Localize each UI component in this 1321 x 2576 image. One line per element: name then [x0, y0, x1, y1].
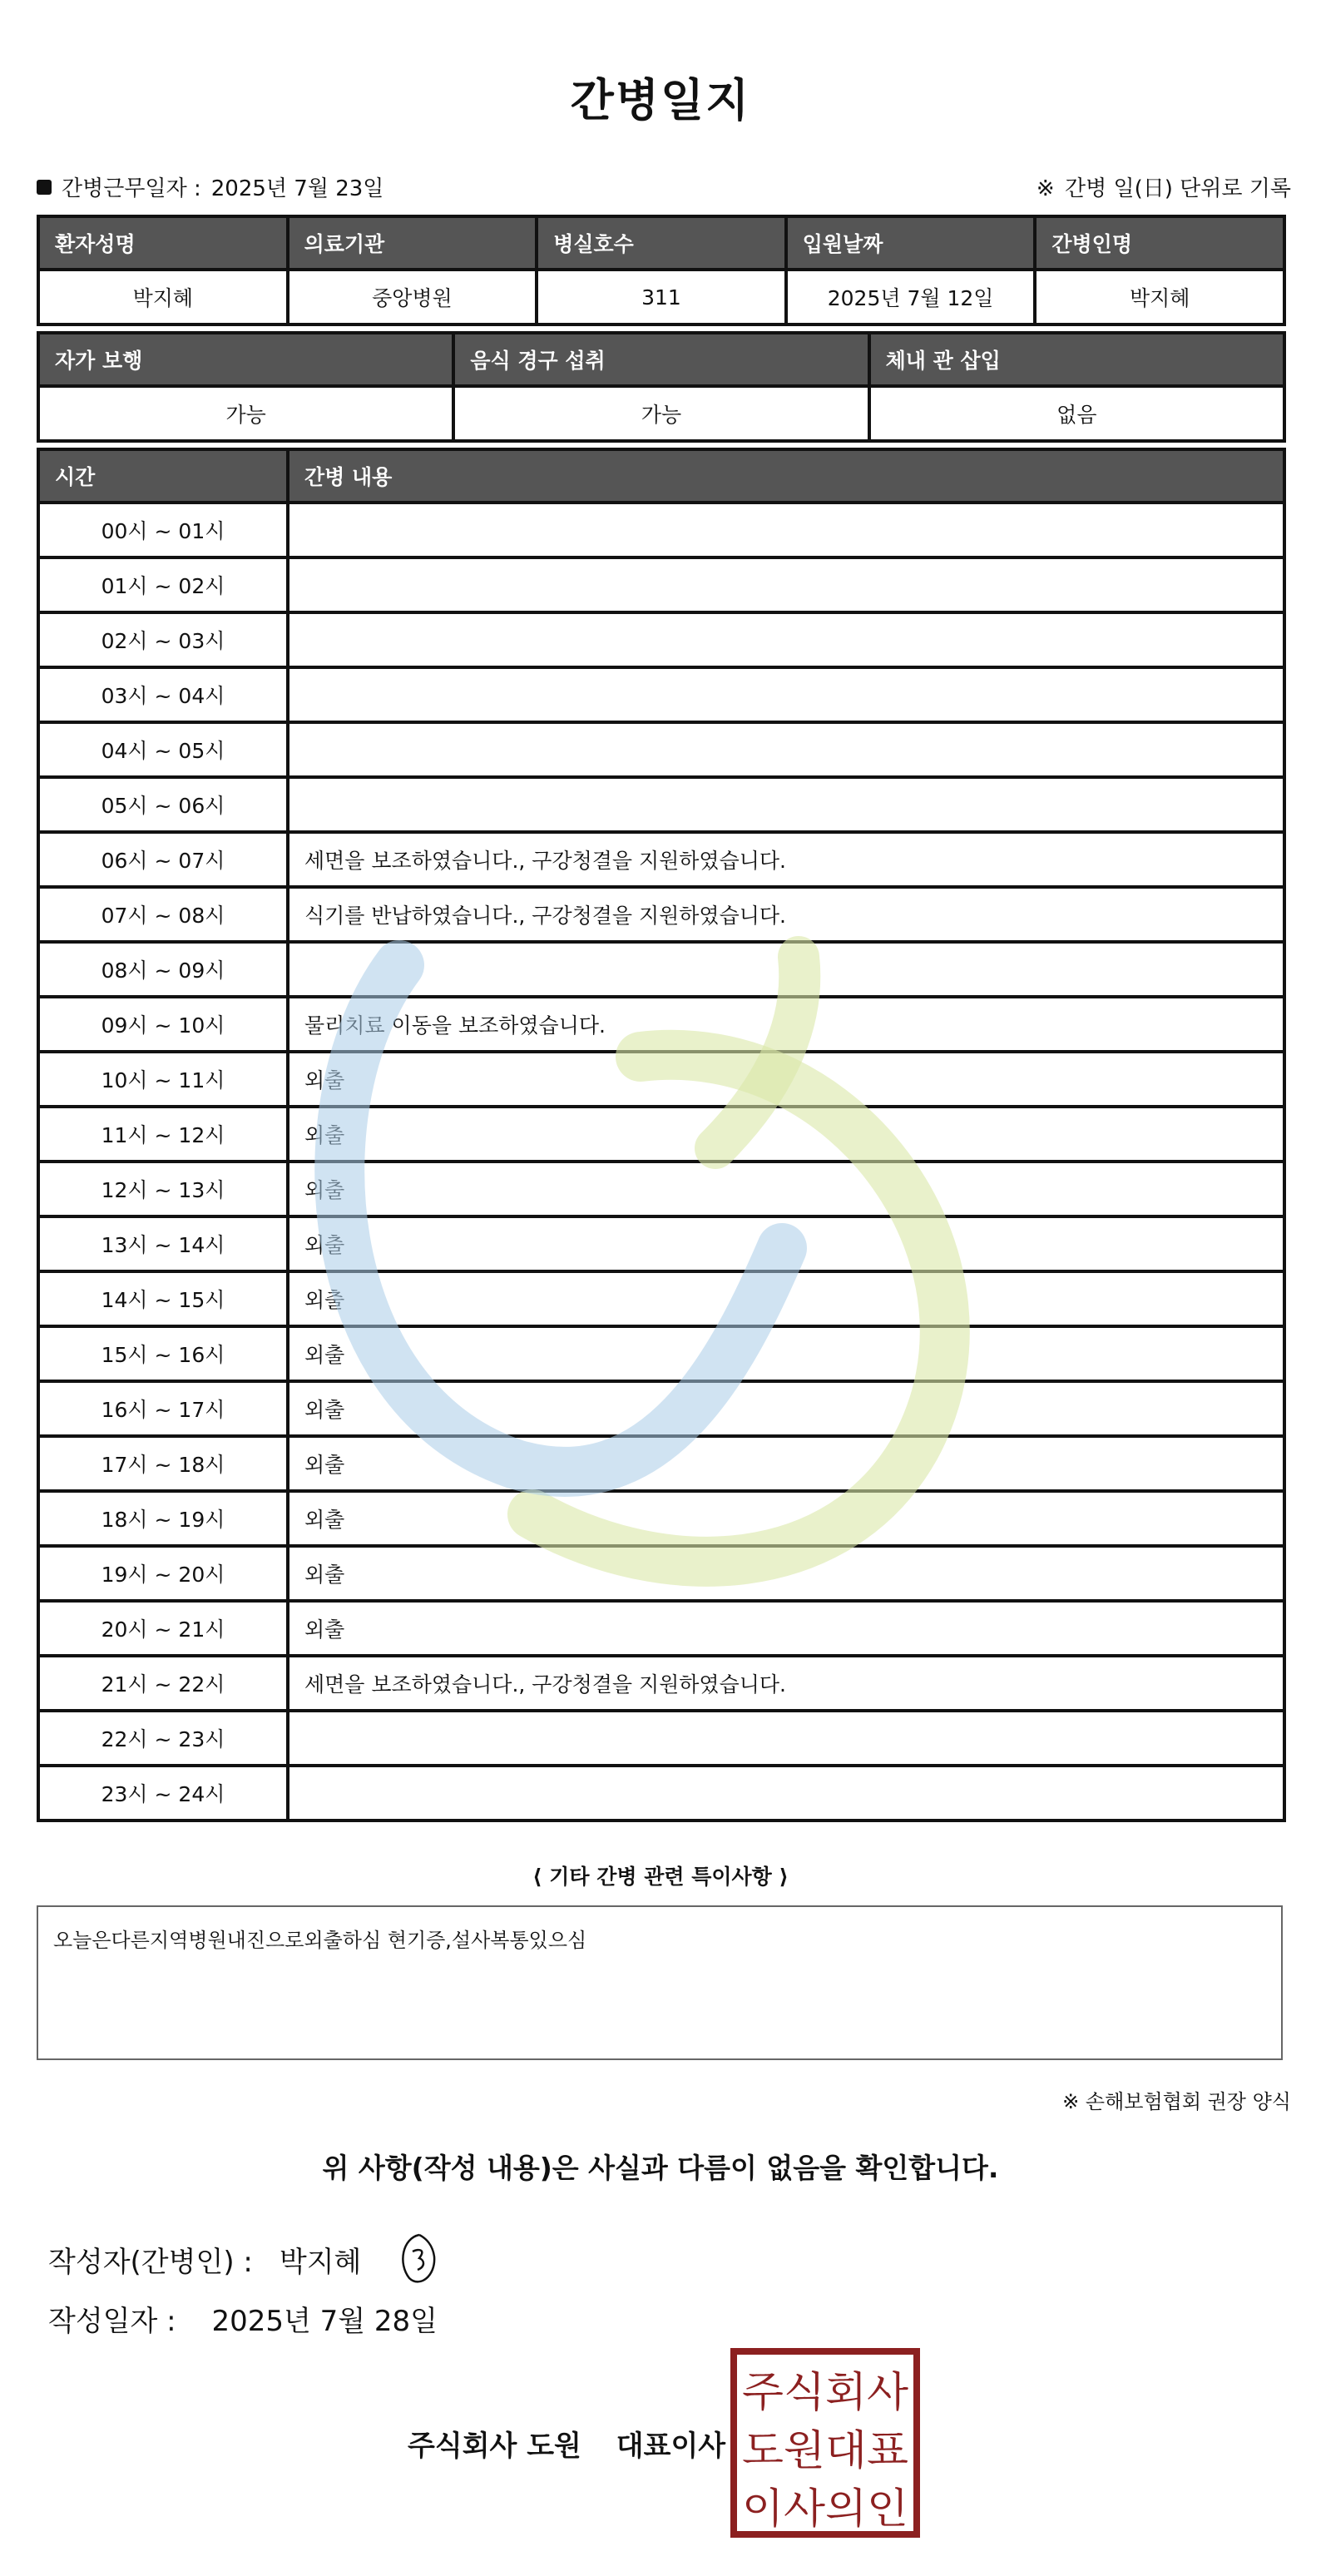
time-slot: 19시 ~ 20시 — [38, 1546, 288, 1601]
care-content: 외출 — [288, 1271, 1284, 1326]
care-content — [288, 612, 1284, 667]
time-slot: 22시 ~ 23시 — [38, 1711, 288, 1766]
header-oral-intake: 음식 경구 섭취 — [453, 333, 868, 386]
care-log-row — [38, 503, 1284, 557]
care-log-row — [38, 1162, 1284, 1216]
time-slot: 23시 ~ 24시 — [38, 1766, 288, 1821]
care-content: 외출 — [288, 1052, 1284, 1107]
time-slot: 13시 ~ 14시 — [38, 1216, 288, 1271]
header-hospital: 의료기관 — [288, 216, 537, 270]
time-slot: 04시 ~ 05시 — [38, 722, 288, 777]
patient-info-value-row — [38, 270, 1284, 324]
remarks-box — [37, 1905, 1283, 2060]
writer-label: 작성자(간병인) : — [48, 2245, 253, 2279]
care-content — [288, 557, 1284, 612]
write-date-value: 2025년 7월 28일 — [211, 2305, 438, 2338]
remarks-text: 오늘은다른지역병원내진으로외출하심 현기증,설사복통있으심 — [53, 1929, 587, 1952]
care-content — [288, 667, 1284, 722]
time-slot: 14시 ~ 15시 — [38, 1271, 288, 1326]
care-content — [288, 942, 1284, 997]
caregiver-name: 박지혜 — [1035, 270, 1284, 324]
work-date — [37, 171, 383, 202]
care-content — [288, 1711, 1284, 1766]
care-log-row — [38, 1491, 1284, 1546]
care-log-table — [37, 448, 1286, 1822]
care-log-row — [38, 887, 1284, 942]
write-date-label: 작성일자 : — [48, 2305, 176, 2338]
header-care-content: 간병 내용 — [288, 449, 1284, 503]
care-log-row — [38, 1601, 1284, 1656]
care-log-row — [38, 1711, 1284, 1766]
time-slot: 03시 ~ 04시 — [38, 667, 288, 722]
confirmation-statement: 위 사항(작성 내용)은 사실과 다름이 없음을 확인합니다. — [322, 2152, 999, 2184]
reference-mark-icon: ※ — [1036, 176, 1055, 201]
care-content — [288, 777, 1284, 832]
care-content: 외출 — [288, 1381, 1284, 1436]
unit-note-text: 간병 일(日) 단위로 기록 — [1064, 176, 1291, 201]
care-content: 세면을 보조하였습니다., 구강청결을 지원하였습니다. — [288, 1656, 1284, 1711]
company-seal — [730, 2348, 920, 2538]
care-content: 외출 — [288, 1546, 1284, 1601]
time-slot: 17시 ~ 18시 — [38, 1436, 288, 1491]
care-log-row — [38, 557, 1284, 612]
care-content: 세면을 보조하였습니다., 구강청결을 지원하였습니다. — [288, 832, 1284, 887]
form-note: ※ 손해보험협회 권장 양식 — [1062, 2090, 1291, 2113]
room-number: 311 — [537, 270, 786, 324]
time-slot: 09시 ~ 10시 — [38, 997, 288, 1052]
care-content: 외출 — [288, 1436, 1284, 1491]
patient-info-table — [37, 215, 1286, 326]
unit-note — [1037, 171, 1291, 202]
self-walking: 가능 — [38, 386, 453, 441]
care-content — [288, 1766, 1284, 1821]
care-log-row — [38, 1216, 1284, 1271]
time-slot: 20시 ~ 21시 — [38, 1601, 288, 1656]
patient-name: 박지혜 — [38, 270, 288, 324]
header-tube-insertion: 체내 관 삽입 — [869, 333, 1284, 386]
seal-line-2: 도원대표 — [742, 2426, 908, 2474]
care-log-row — [38, 667, 1284, 722]
time-slot: 05시 ~ 06시 — [38, 777, 288, 832]
work-date-label: 간병근무일자 : — [62, 176, 201, 201]
signature — [394, 2230, 444, 2288]
care-content: 외출 — [288, 1107, 1284, 1162]
care-log-row — [38, 1546, 1284, 1601]
time-slot: 21시 ~ 22시 — [38, 1656, 288, 1711]
care-log-row — [38, 612, 1284, 667]
care-log-header-row — [38, 449, 1284, 503]
remarks-title: ⟨ 기타 간병 관련 특이사항 ⟩ — [532, 1865, 789, 1889]
status-value-row — [38, 386, 1284, 441]
admission-date: 2025년 7월 12일 — [786, 270, 1036, 324]
company-ceo-title: 대표이사 — [616, 2430, 726, 2463]
care-log-row — [38, 1107, 1284, 1162]
time-slot: 12시 ~ 13시 — [38, 1162, 288, 1216]
header-room: 병실호수 — [537, 216, 786, 270]
care-log-row — [38, 1766, 1284, 1821]
care-log-row — [38, 1052, 1284, 1107]
writer-line — [48, 2230, 444, 2288]
care-log-row — [38, 722, 1284, 777]
time-slot: 11시 ~ 12시 — [38, 1107, 288, 1162]
status-info-table — [37, 331, 1286, 443]
header-self-walking: 자가 보행 — [38, 333, 453, 386]
time-slot: 18시 ~ 19시 — [38, 1491, 288, 1546]
care-content: 식기를 반납하였습니다., 구강청결을 지원하였습니다. — [288, 887, 1284, 942]
care-log-row — [38, 1271, 1284, 1326]
time-slot: 06시 ~ 07시 — [38, 832, 288, 887]
care-content: 외출 — [288, 1326, 1284, 1381]
header-caregiver-name: 간병인명 — [1035, 216, 1284, 270]
header-admission-date: 입원날짜 — [786, 216, 1036, 270]
care-log-row — [38, 1436, 1284, 1491]
seal-line-1: 주식회사 — [742, 2368, 909, 2416]
care-content: 물리치료 이동을 보조하였습니다. — [288, 997, 1284, 1052]
care-content: 외출 — [288, 1162, 1284, 1216]
care-content: 외출 — [288, 1491, 1284, 1546]
tube-insertion: 없음 — [869, 386, 1284, 441]
time-slot: 01시 ~ 02시 — [38, 557, 288, 612]
header-time: 시간 — [38, 449, 288, 503]
care-log-row — [38, 1381, 1284, 1436]
care-log-row — [38, 832, 1284, 887]
status-header-row — [38, 333, 1284, 386]
patient-info-header-row — [38, 216, 1284, 270]
time-slot: 10시 ~ 11시 — [38, 1052, 288, 1107]
care-log-row — [38, 1656, 1284, 1711]
page-title: 간병일지 — [570, 74, 751, 126]
care-content: 외출 — [288, 1216, 1284, 1271]
care-log-row — [38, 997, 1284, 1052]
company-line — [408, 2423, 725, 2464]
care-content — [288, 503, 1284, 557]
hospital: 중앙병원 — [288, 270, 537, 324]
bullet-square-icon — [37, 180, 52, 195]
time-slot: 00시 ~ 01시 — [38, 503, 288, 557]
header-patient-name: 환자성명 — [38, 216, 288, 270]
care-content — [288, 722, 1284, 777]
care-log-row — [38, 777, 1284, 832]
writer-name: 박지혜 — [279, 2245, 362, 2279]
care-content: 외출 — [288, 1601, 1284, 1656]
time-slot: 02시 ~ 03시 — [38, 612, 288, 667]
care-log-body — [38, 503, 1284, 1821]
write-date-line — [48, 2298, 438, 2339]
seal-line-3: 이사의인 — [742, 2484, 908, 2533]
time-slot: 08시 ~ 09시 — [38, 942, 288, 997]
time-slot: 15시 ~ 16시 — [38, 1326, 288, 1381]
oral-intake: 가능 — [453, 386, 868, 441]
work-date-value: 2025년 7월 23일 — [210, 176, 384, 201]
time-slot: 16시 ~ 17시 — [38, 1381, 288, 1436]
care-log-row — [38, 1326, 1284, 1381]
company-name: 주식회사 도원 — [408, 2430, 581, 2463]
care-log-row — [38, 942, 1284, 997]
time-slot: 07시 ~ 08시 — [38, 887, 288, 942]
